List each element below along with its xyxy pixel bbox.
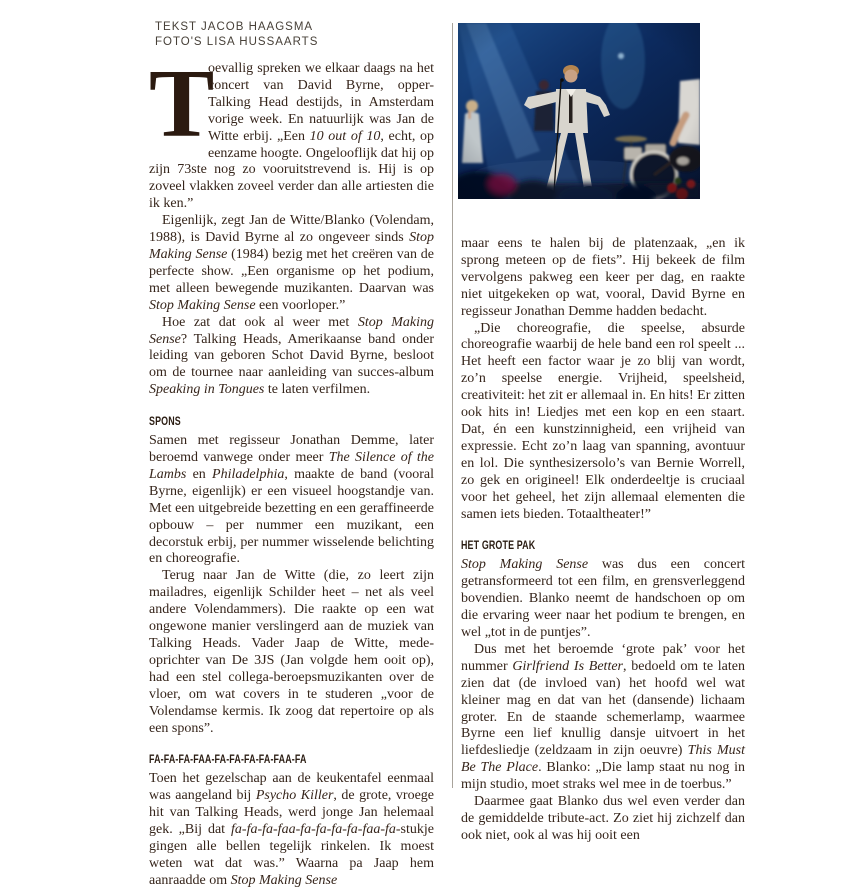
article-paragraph: T oevallig spreken we elkaar daags na het concert van David Byrne, opper-Talking Head destijds, in Amsterdam vorige week. En natuurlijk was Jan de Witte erbij. „Een 10 out of 10, echt, op eenzame hoogte. Ongelooflijk dat hij op zijn 73ste nog zo vooruitstrevend is. Hij is op zoveel vlakken zoveel verder dan alle artiesten die ik ken.” [149,50,435,212]
section-heading: SPONS [149,414,181,429]
article-paragraph: Daarmee gaat Blanko dus wel even verder dan de gemiddelde tribute-act. Zo ziet hij zichzelf dan ook niet, ook al was hij ooit een [461,794,745,843]
article-paragraph: Samen met regisseur Jonathan Demme, later beroemd vanwege onder meer The Silence of the Lambs en Philadelphia, maakte de band (vooral Byrne, eigenlijk) er een visueel hoogstandje van. Met een uitgebreide bezetting en een geraffineerde opbouw – per nummer een muzikant, een decorstuk erbij, per nummer wisselende belichting en choreografie. [149,433,434,567]
article-column-left [149,50,435,890]
drop-cap: T [149,50,215,158]
concert-stage-photo [458,23,700,199]
article-column-right [461,236,745,845]
article-paragraph: „Die choreografie, die speelse, absurde choreografie waarbij de hele band een rol speelt ... Het heeft een factor waar je zo blij van wordt, zo’n speelse energie. Vrijheid, speelsheid, creativiteit: het zit er allemaal in. En hits! Er zitten ook hits in! Liedjes met een kop en een staart. Dat, én een kunstzinnigheid, een vrijheid van expressie. Echt zo’n laag van spanning, avontuur en lol. Die synthesizersolo’s van Bernie Worrell, zo gek en origineel! Elk onderdeeltje is cruciaal voor het geheel, het zijn allemaal elementen die samen iets bieden. Totaaltheater!” [461,320,745,522]
article-paragraph: Hoe zat dat ook al weer met Stop Making Sense? Talking Heads, Amerikaanse band onder leiding van geboren Schot David Byrne, besloot om de tournee naar aanleiding van succes-album Speaking in Tongues te laten verfilmen. [149,314,435,398]
article-paragraph: Dus met het beroemde ‘grote pak’ voor het nummer Girlfriend Is Better, bedoeld om te laten zien dat (de invloed van) het hoofd wel wat kleiner mag en dat van het (dansende) lichaam groter. En de staande schemerlamp, waarmee Byrne een lief knullig dansje uitvoert in het liefdesliedje (zeldzaam in zijn oeuvre) This Must Be The Place. Blanko: „Die lamp staat nu nog in mijn studio, moet straks wel mee in de toerbus.” [461,641,745,793]
article-paragraph: Eigenlijk, zegt Jan de Witte/Blanko (Volendam, 1988), is David Byrne al zo ongeveer sinds Stop Making Sense (1984) bezig met het creëren van de perfecte show. „Een organisme op het podium, met alleen bewegende muzikanten. Daarvan was Stop Making Sense een voorloper.” [149,213,434,313]
article-paragraph: Stop Making Sense was dus een concert getransformeerd tot een film, en grensverleggend bovendien. Blanko neemt de handschoen op om die ervaring weer naar het podium te brengen, en wel „tot in de puntjes”. [461,557,746,641]
article-paragraph: Terug naar Jan de Witte (die, zo leert zijn mailadres, eigenlijk Schilder heet – net als veel andere Volendammers). Die raakte op een wat ongewone manier verslingerd aan de muziek van Talking Heads. Vader Jaap de Witte, mede-oprichter van De 3JS (Jan volgde hem ooit op), had een stel collega-beroepsmuzikanten over de vloer, om wat covers in te studeren „voor de Volendamse kermis. Ik zoog dat repertoire op als een spons”. [149,568,434,736]
article-paragraph: maar eens te halen bij de platenzaak, „en ik sprong meteen op de fiets”. Hij bekeek de film vervolgens pakweg een keer per dag, en raakte niet uitgekeken op wat, vooral, David Byrne en regisseur Jonathan Demme hadden bedacht. [461,236,745,319]
column-divider [452,23,453,788]
article-paragraph: Toen het gezelschap aan de keukentafel eenmaal was aangeland bij Psycho Killer, de grote, vroege hit van Talking Heads, werd jonge Jan helemaal gek. „Bij dat fa-fa-fa-faa-fa-fa-fa-fa-faa-fa-stukje gingen alle bellen tegelijk rinkelen. Ik moest weten wat dat was.” Waarna pa Jaap hem aanraadde om Stop Making Sense [149,771,434,888]
byline-photo-credit: FOTO'S LISA HUSSAARTS [155,36,319,48]
byline [155,20,318,50]
photo-vignette [458,23,700,199]
section-heading: HET GROTE PAK [461,538,536,553]
section-heading: FA-FA-FA-FAA-FA-FA-FA-FA-FAA-FA [149,752,307,767]
byline-text-author: TEKST JACOB HAAGSMA [155,21,314,33]
